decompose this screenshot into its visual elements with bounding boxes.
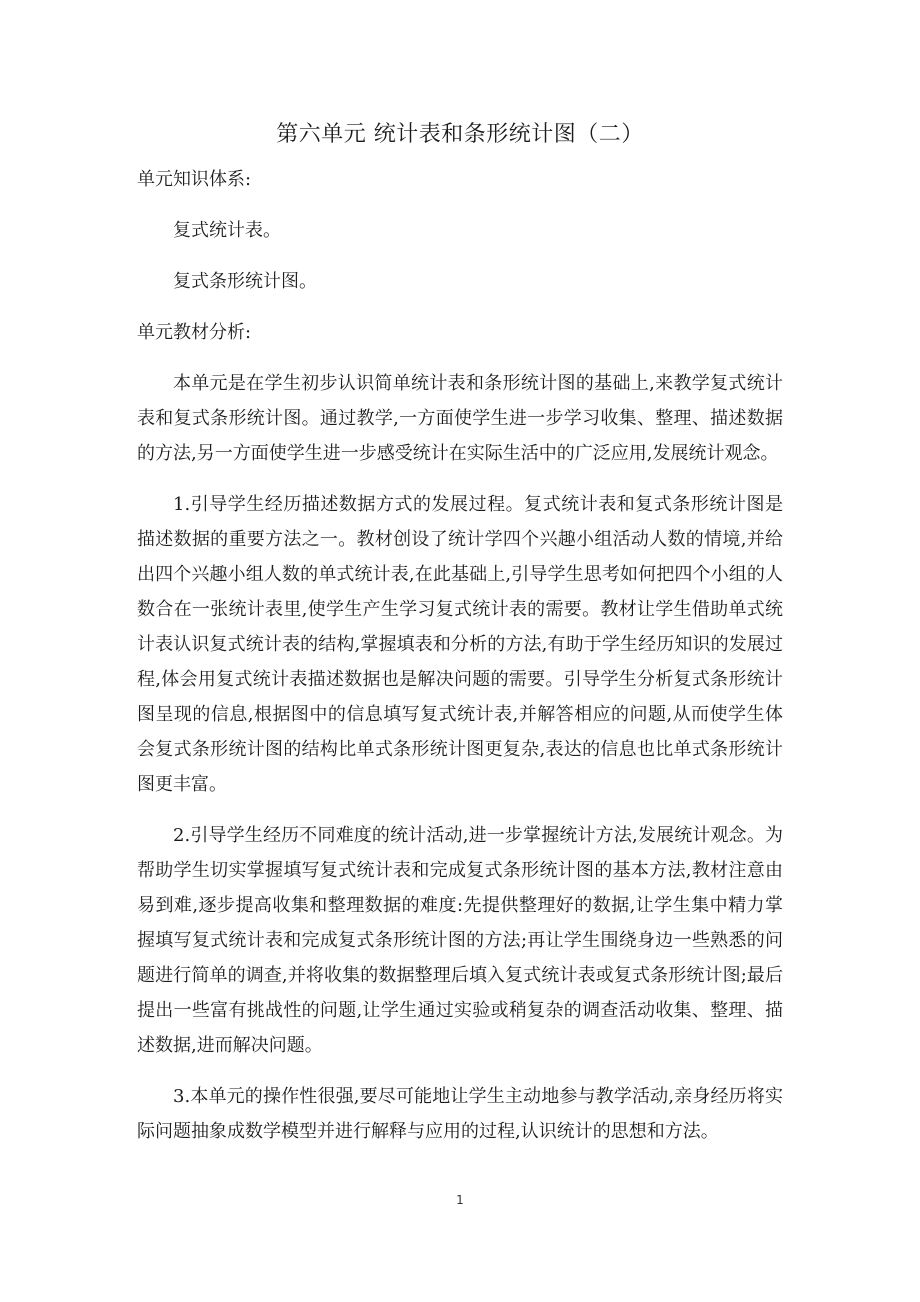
knowledge-system-heading: 单元知识体系: — [137, 169, 252, 190]
document-title: 第六单元 统计表和条形统计图（二） — [276, 122, 644, 147]
document-body — [137, 162, 783, 1165]
knowledge-item: 复式统计表。 — [173, 220, 281, 241]
analysis-paragraph: 2.引导学生经历不同难度的统计活动,进一步掌握统计方法,发展统计观念。为帮助学生切实掌握填写复式统计表和完成复式条形统计图的基本方法,教材注意由易到难,逐步提高收集和整理数据的难度:先提供整理好的数据,让学生集中精力掌握填写复式统计表和完成复式条形统计图的方法;再让学生围绕身边一些熟悉的问题进行简单的调查,并将收集的数据整理后填入复式统计表或复式条形统计图;最后提出一些富有挑战性的问题,让学生通过实验或稍复杂的调查活动收集、整理、描述数据,进而解决问题。 — [137, 825, 783, 1056]
knowledge-item: 复式条形统计图。 — [173, 271, 317, 292]
analysis-heading: 单元教材分析: — [137, 322, 252, 343]
analysis-paragraph: 3.本单元的操作性很强,要尽可能地让学生主动地参与教学活动,亲身经历将实际问题抽象成数学模型并进行解释与应用的过程,认识统计的思想和方法。 — [137, 1086, 783, 1142]
page-number: 1 — [456, 1193, 464, 1207]
analysis-paragraph: 本单元是在学生初步认识简单统计表和条形统计图的基础上,来教学复式统计表和复式条形统计图。通过教学,一方面使学生进一步学习收集、整理、描述数据的方法,另一方面使学生进一步感受统计在实际生活中的广泛应用,发展统计观念。 — [137, 373, 783, 464]
analysis-paragraph: 1.引导学生经历描述数据方式的发展过程。复式统计表和复式条形统计图是描述数据的重要方法之一。教材创设了统计学四个兴趣小组活动人数的情境,并给出四个兴趣小组人数的单式统计表,在此基础上,引导学生思考如何把四个小组的人数合在一张统计表里,使学生产生学习复式统计表的需要。教材让学生借助单式统计表认识复式统计表的结构,掌握填表和分析的方法,有助于学生经历知识的发展过程,体会用复式统计表描述数据也是解决问题的需要。引导学生分析复式条形统计图呈现的信息,根据图中的信息填写复式统计表,并解答相应的问题,从而使学生体会复式条形统计图的结构比单式条形统计图更复杂,表达的信息也比单式条形统计图更丰富。 — [137, 494, 783, 795]
